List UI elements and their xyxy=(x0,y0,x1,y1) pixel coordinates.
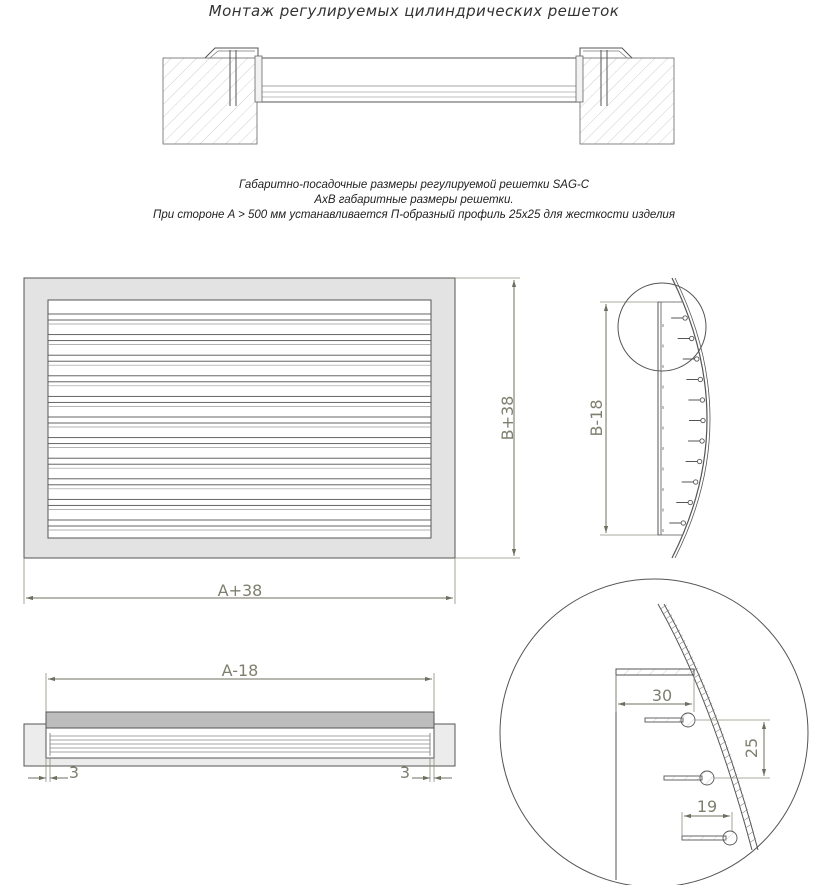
side-blade xyxy=(663,500,692,511)
installation-section xyxy=(163,48,674,144)
side-blades xyxy=(663,316,705,532)
detail-callout-circle xyxy=(618,283,706,371)
side-blade xyxy=(663,439,704,450)
detail-pitch-label: 25 xyxy=(742,737,761,759)
side-blade xyxy=(663,316,687,327)
side-blade xyxy=(663,377,703,388)
right-wall xyxy=(580,58,674,144)
caption-line-3: При стороне A > 500 мм устанавливается П-образный профиль 25x25 для жесткости изделия xyxy=(153,209,675,221)
detail-blade-label: 19 xyxy=(696,797,718,816)
detail-blade-3 xyxy=(682,831,737,845)
side-view xyxy=(587,278,710,558)
bottom-left-gap-label: 3 xyxy=(68,763,80,782)
side-blade xyxy=(663,521,686,532)
side-blade xyxy=(663,459,702,470)
front-height-label: B+38 xyxy=(498,395,517,441)
caption-line-1: Габаритно-посадочные размеры регулируемой решетки SAG-C xyxy=(238,179,590,191)
side-blade xyxy=(663,336,694,347)
detail-frame-plate xyxy=(616,669,694,675)
side-height-label: B-18 xyxy=(587,399,606,437)
bottom-body-dark xyxy=(46,712,434,728)
left-flange xyxy=(205,48,258,58)
side-blade xyxy=(663,480,698,491)
bottom-right-gap-label: 3 xyxy=(399,763,411,782)
front-view xyxy=(24,278,520,604)
caption xyxy=(0,178,828,223)
page-title: Монтаж регулируемых цилиндрических решеток xyxy=(208,2,620,20)
bottom-view xyxy=(24,661,455,782)
left-wall xyxy=(163,58,257,144)
detail-view xyxy=(500,579,808,885)
detail-blade-1 xyxy=(645,713,695,727)
bottom-width-label: A-18 xyxy=(221,661,259,680)
grille-body-section xyxy=(258,58,580,102)
detail-blade-2 xyxy=(664,771,714,785)
side-blade xyxy=(663,418,705,429)
side-blade xyxy=(663,398,705,409)
right-flange xyxy=(580,48,632,58)
detail-depth-label: 30 xyxy=(651,686,673,705)
bottom-body xyxy=(46,728,434,758)
front-width-label: A+38 xyxy=(217,581,263,600)
detail-circle xyxy=(500,579,808,885)
side-curved-face xyxy=(672,278,707,558)
caption-line-2: AxB габаритные размеры решетки. xyxy=(314,194,514,206)
